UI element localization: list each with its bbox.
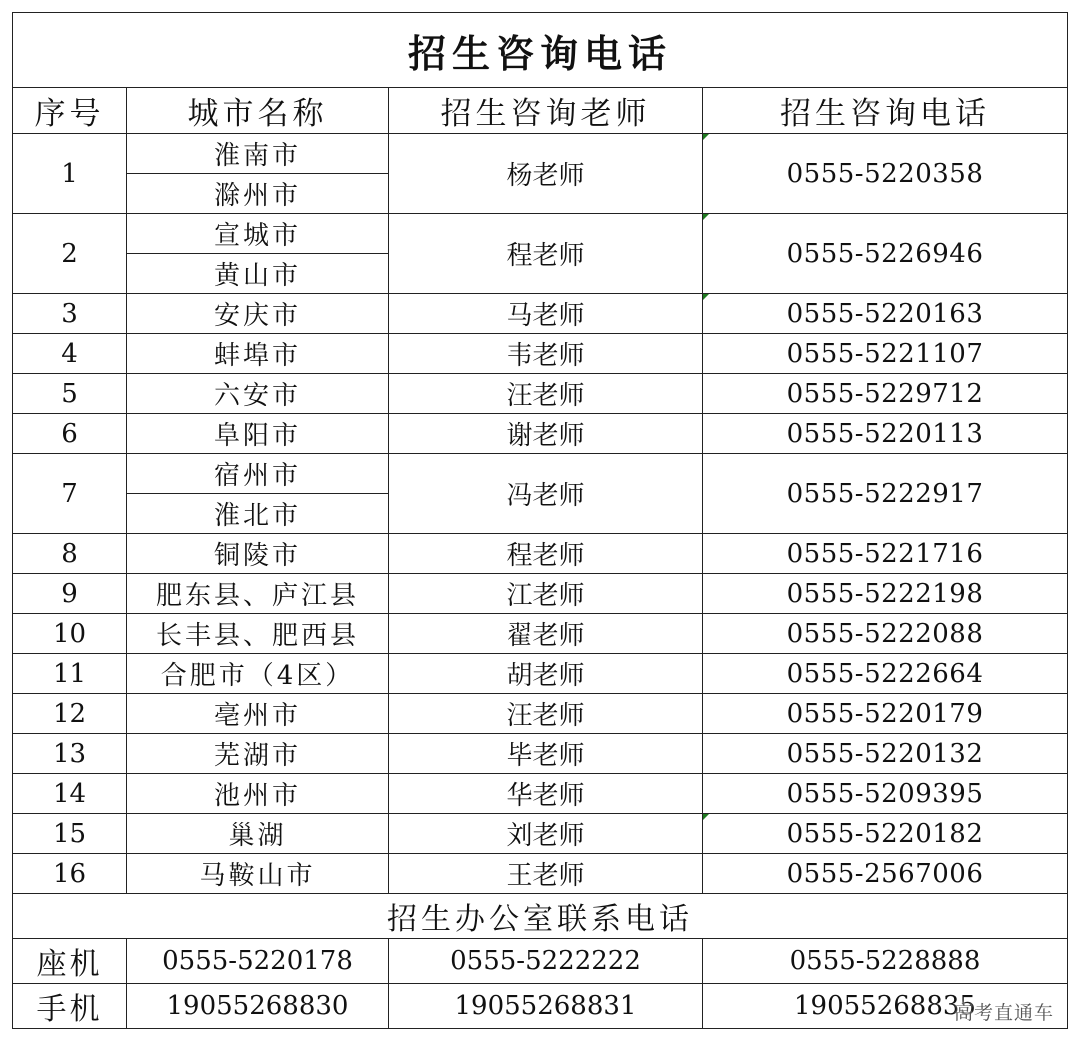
mobile-label: 手机 [13, 984, 127, 1029]
row-index: 9 [13, 574, 127, 614]
table-row [13, 374, 1068, 414]
table-row [13, 414, 1068, 454]
teacher-name: 汪老师 [389, 374, 703, 414]
teacher-name: 胡老师 [389, 654, 703, 694]
city-name: 宿州市 [127, 454, 389, 494]
city-name: 阜阳市 [127, 414, 389, 454]
teacher-name: 王老师 [389, 854, 703, 894]
table-row [13, 854, 1068, 894]
teacher-name: 刘老师 [389, 814, 703, 854]
teacher-name: 韦老师 [389, 334, 703, 374]
city-name: 宣城市 [127, 214, 389, 254]
city-name: 合肥市（4区） [127, 654, 389, 694]
row-index: 12 [13, 694, 127, 734]
phone-number: 0555-5209395 [703, 774, 1068, 814]
table-row [13, 814, 1068, 854]
teacher-name: 翟老师 [389, 614, 703, 654]
phone-number: 0555-5220358 [703, 134, 1068, 214]
city-name: 巢湖 [127, 814, 389, 854]
office-section-title: 招生办公室联系电话 [13, 894, 1068, 939]
row-index: 7 [13, 454, 127, 534]
city-name: 滁州市 [127, 174, 389, 214]
teacher-name: 汪老师 [389, 694, 703, 734]
table-row [13, 214, 1068, 254]
city-name: 淮北市 [127, 494, 389, 534]
table-body [13, 134, 1068, 894]
city-name: 铜陵市 [127, 534, 389, 574]
city-name: 黄山市 [127, 254, 389, 294]
landline-label: 座机 [13, 939, 127, 984]
phone-number: 0555-5220132 [703, 734, 1068, 774]
table-row [13, 654, 1068, 694]
header-index: 序号 [13, 88, 127, 134]
table-row [13, 294, 1068, 334]
phone-number: 0555-5222088 [703, 614, 1068, 654]
table-row [13, 574, 1068, 614]
city-name: 马鞍山市 [127, 854, 389, 894]
city-name: 池州市 [127, 774, 389, 814]
header-teacher: 招生咨询老师 [389, 88, 703, 134]
phone-number: 0555-5222198 [703, 574, 1068, 614]
landline-number: 0555-5222222 [389, 939, 703, 984]
teacher-name: 程老师 [389, 214, 703, 294]
table-row [13, 694, 1068, 734]
city-name: 六安市 [127, 374, 389, 414]
row-index: 3 [13, 294, 127, 334]
phone-number: 0555-5220182 [703, 814, 1068, 854]
phone-number: 0555-5229712 [703, 374, 1068, 414]
row-index: 11 [13, 654, 127, 694]
row-index: 14 [13, 774, 127, 814]
table-row [13, 734, 1068, 774]
teacher-name: 杨老师 [389, 134, 703, 214]
row-index: 10 [13, 614, 127, 654]
city-name: 长丰县、肥西县 [127, 614, 389, 654]
phone-number: 0555-5220179 [703, 694, 1068, 734]
phone-number: 0555-2567006 [703, 854, 1068, 894]
row-index: 15 [13, 814, 127, 854]
teacher-name: 冯老师 [389, 454, 703, 534]
row-index: 4 [13, 334, 127, 374]
phone-number: 0555-5220163 [703, 294, 1068, 334]
row-index: 5 [13, 374, 127, 414]
mobile-number: 19055268835 [703, 984, 1068, 1029]
table-row [13, 454, 1068, 494]
row-index: 13 [13, 734, 127, 774]
header-city: 城市名称 [127, 88, 389, 134]
table-row [13, 614, 1068, 654]
teacher-name: 谢老师 [389, 414, 703, 454]
teacher-name: 毕老师 [389, 734, 703, 774]
header-phone: 招生咨询电话 [703, 88, 1068, 134]
teacher-name: 华老师 [389, 774, 703, 814]
row-index: 2 [13, 214, 127, 294]
city-name: 芜湖市 [127, 734, 389, 774]
table-row [13, 134, 1068, 174]
phone-number: 0555-5226946 [703, 214, 1068, 294]
table-row [13, 774, 1068, 814]
mobile-number: 19055268831 [389, 984, 703, 1029]
row-index: 16 [13, 854, 127, 894]
admissions-phone-table [12, 12, 1068, 1029]
phone-number: 0555-5222917 [703, 454, 1068, 534]
teacher-name: 江老师 [389, 574, 703, 614]
mobile-number: 19055268830 [127, 984, 389, 1029]
city-name: 肥东县、庐江县 [127, 574, 389, 614]
landline-number: 0555-5228888 [703, 939, 1068, 984]
phone-number: 0555-5221716 [703, 534, 1068, 574]
city-name: 蚌埠市 [127, 334, 389, 374]
table-row [13, 534, 1068, 574]
row-index: 8 [13, 534, 127, 574]
phone-number: 0555-5220113 [703, 414, 1068, 454]
row-index: 6 [13, 414, 127, 454]
table-title: 招生咨询电话 [13, 13, 1068, 88]
teacher-name: 马老师 [389, 294, 703, 334]
phone-number: 0555-5221107 [703, 334, 1068, 374]
table-row [13, 334, 1068, 374]
watermark: 高考直通车 [953, 1002, 1054, 1024]
city-name: 亳州市 [127, 694, 389, 734]
teacher-name: 程老师 [389, 534, 703, 574]
city-name: 安庆市 [127, 294, 389, 334]
city-name: 淮南市 [127, 134, 389, 174]
landline-number: 0555-5220178 [127, 939, 389, 984]
row-index: 1 [13, 134, 127, 214]
phone-number: 0555-5222664 [703, 654, 1068, 694]
